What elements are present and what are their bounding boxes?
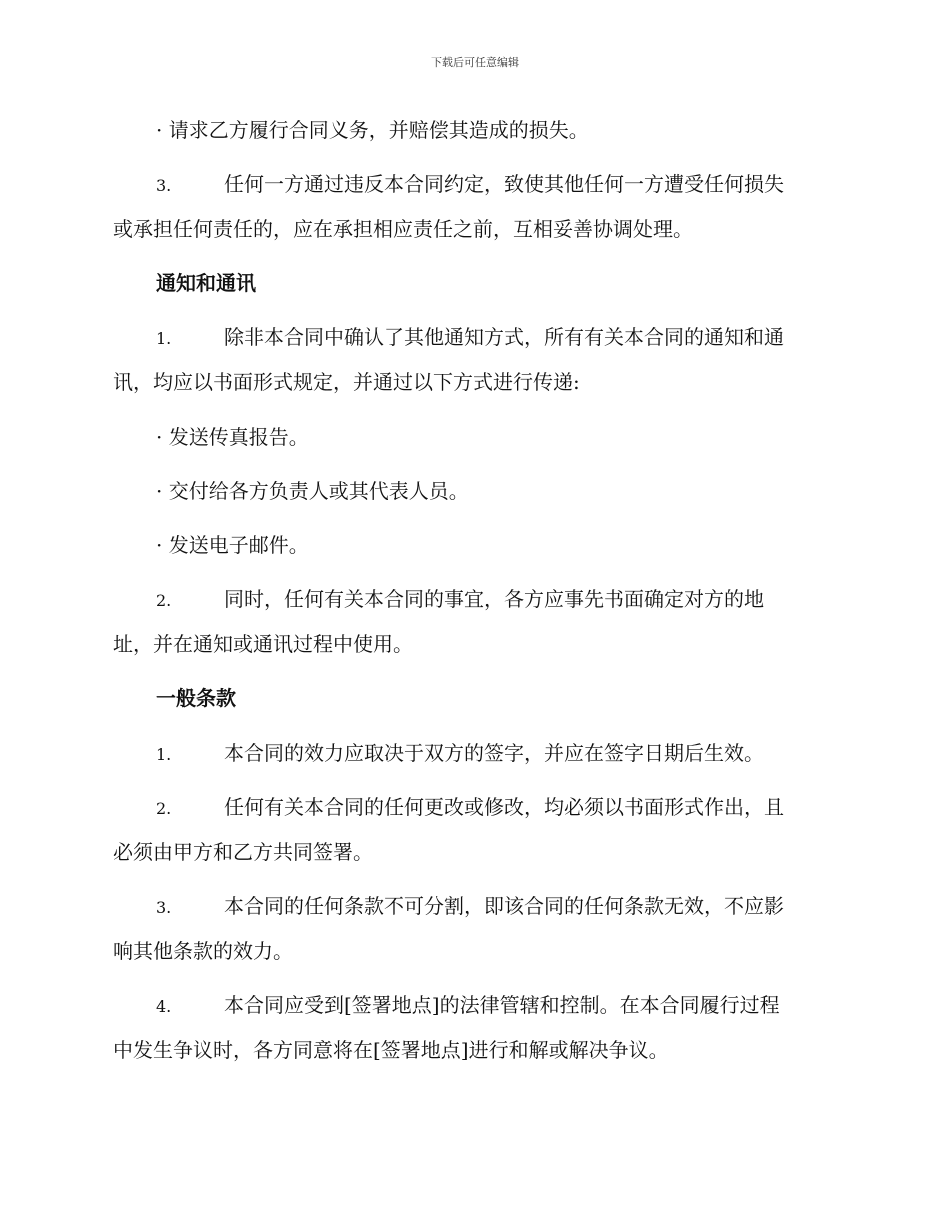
breach-item3-line2: 或承担任何责任的，应在承担相应责任之前，互相妥善协调处理。	[113, 217, 693, 241]
general-item3-line1	[156, 892, 784, 922]
item-text: 任何一方通过违反本合同约定，致使其他任何一方遭受任何损失	[224, 172, 784, 196]
item-text: 同时，任何有关本合同的事宜，各方应事先书面确定对方的地	[224, 587, 764, 611]
item-number: 2.	[156, 799, 172, 818]
notice-bullet-deliver: · 交付给各方负责人或其代表人员。	[156, 479, 469, 503]
notice-bullet-email: · 发送电子邮件。	[156, 533, 309, 557]
item-text: 任何有关本合同的任何更改或修改，均必须以书面形式作出，且	[224, 795, 784, 819]
bullet-claim: · 请求乙方履行合同义务，并赔偿其造成的损失。	[156, 118, 589, 142]
notice-item2-line2: 址，并在通知或通讯过程中使用。	[113, 632, 413, 656]
general-item4-line2: 中发生争议时，各方同意将在[签署地点]进行和解或解决争议。	[113, 1038, 669, 1062]
item-text: 除非本合同中确认了其他通知方式，所有有关本合同的通知和通	[224, 325, 784, 349]
item-text: 本合同应受到[签署地点]的法律管辖和控制。在本合同履行过程	[224, 993, 780, 1017]
item-number: 1.	[156, 329, 172, 348]
general-item2-line1	[156, 793, 784, 823]
notice-item2-line1	[156, 585, 764, 615]
general-item3-line2: 响其他条款的效力。	[113, 939, 293, 963]
item-number: 4.	[156, 997, 172, 1016]
breach-item3-line1	[156, 170, 784, 200]
general-item4-line1	[156, 991, 780, 1021]
item-number: 1.	[156, 745, 172, 764]
page-header: 下载后可任意编辑	[431, 56, 519, 69]
item-number: 2.	[156, 591, 172, 610]
general-item1-line1	[156, 739, 764, 769]
general-item2-line2: 必须由甲方和乙方共同签署。	[113, 840, 373, 864]
item-text: 本合同的任何条款不可分割，即该合同的任何条款无效，不应影	[224, 894, 784, 918]
section-title-notice: 通知和通讯	[156, 271, 256, 295]
item-number: 3.	[156, 898, 172, 917]
item-number: 3.	[156, 176, 172, 195]
notice-bullet-fax: · 发送传真报告。	[156, 425, 309, 449]
section-title-general: 一般条款	[156, 686, 236, 710]
notice-item1-line1	[156, 323, 784, 353]
item-text: 本合同的效力应取决于双方的签字，并应在签字日期后生效。	[224, 741, 764, 765]
notice-item1-line2: 讯，均应以书面形式规定，并通过以下方式进行传递:	[113, 370, 580, 394]
